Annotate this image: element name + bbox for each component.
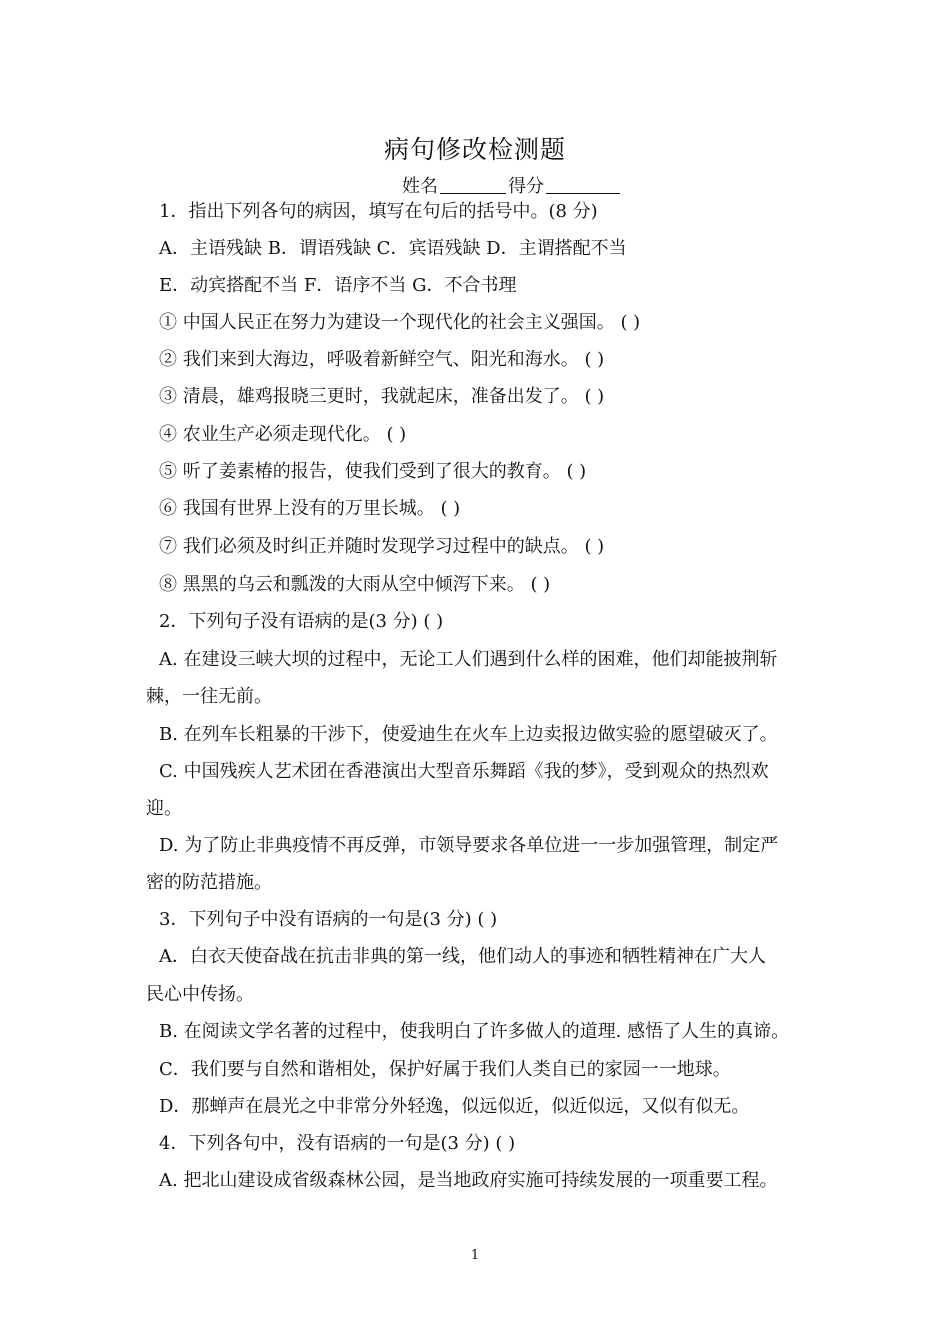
q1-stem: 1．指出下列各句的病因，填写在句后的括号中。(8 分)	[159, 201, 598, 222]
name-label: 姓名	[402, 176, 438, 197]
q3-option-d: D．那蝉声在晨光之中非常分外轻逸，似远似近，似近似远，又似有似无。	[159, 1096, 750, 1117]
q1-options-line1: A．主语残缺 B．谓语残缺 C．宾语残缺 D．主谓搭配不当	[159, 238, 627, 259]
page-number: 1	[470, 1248, 480, 1263]
score-blank[interactable]	[546, 175, 620, 194]
q2-option-a: A. 在建设三峡大坝的过程中，无论工人们遇到什么样的困难，他们却能披荆斩	[159, 649, 778, 670]
q1-item-4: ④ 农业生产必须走现代化。 ( )	[159, 424, 407, 445]
q1-item-6: ⑥ 我国有世界上没有的万里长城。 ( )	[159, 498, 461, 519]
q4-option-a: A. 把北山建设成省级森林公园，是当地政府实施可持续发展的一项重要工程。	[159, 1170, 778, 1191]
q3-option-b: B. 在阅读文学名著的过程中，使我明白了许多做人的道理. 感悟了人生的真谛。	[159, 1021, 790, 1042]
q2-stem: 2．下列句子没有语病的是(3 分) ( )	[159, 611, 444, 632]
q1-item-5: ⑤ 听了姜素椿的报告，使我们受到了很大的教育。 ( )	[159, 461, 587, 482]
q3-option-a-cont: 民心中传扬。	[146, 984, 254, 1005]
score-label: 得分	[508, 176, 544, 197]
q4-stem: 4．下列各句中，没有语病的一句是(3 分) ( )	[159, 1133, 516, 1154]
q2-option-d-cont: 密的防范措施。	[146, 872, 272, 893]
page-title: 病句修改检测题	[383, 135, 566, 164]
name-score-line	[402, 172, 620, 198]
q3-option-a: A．白衣天使奋战在抗击非典的第一线，他们动人的事迹和牺牲精神在广大人	[159, 946, 766, 967]
q2-option-d: D. 为了防止非典疫情不再反弹，市领导要求各单位进一一步加强管理，制定严	[159, 835, 779, 856]
q1-item-2: ② 我们来到大海边，呼吸着新鲜空气、阳光和海水。 ( )	[159, 349, 605, 370]
q2-option-a-cont: 棘，一往无前。	[146, 686, 272, 707]
q1-item-1: ① 中国人民正在努力为建设一个现代化的社会主义强国。 ( )	[159, 312, 641, 333]
q1-item-7: ⑦ 我们必须及时纠正并随时发现学习过程中的缺点。 ( )	[159, 536, 605, 557]
q1-options-line2: E．动宾搭配不当 F．语序不当 G．不合书理	[159, 275, 517, 296]
q1-item-8: ⑧ 黑黑的乌云和瓢泼的大雨从空中倾泻下来。 ( )	[159, 574, 551, 595]
q2-option-c-cont: 迎。	[146, 798, 182, 819]
q2-option-c: C. 中国残疾人艺术团在香港演出大型音乐舞蹈《我的梦》，受到观众的热烈欢	[159, 761, 769, 782]
q3-option-c: C．我们要与自然和谐相处，保护好属于我们人类自已的家园一一地球。	[159, 1059, 731, 1080]
q1-item-3: ③ 清晨，雄鸡报晓三更时，我就起床，准备出发了。 ( )	[159, 386, 605, 407]
q3-stem: 3．下列句子中没有语病的一句是(3 分) ( )	[159, 909, 498, 930]
q2-option-b: B. 在列车长粗暴的干涉下，使爱迪生在火车上边卖报边做实验的愿望破灭了。	[159, 724, 778, 745]
name-blank[interactable]	[440, 175, 506, 194]
